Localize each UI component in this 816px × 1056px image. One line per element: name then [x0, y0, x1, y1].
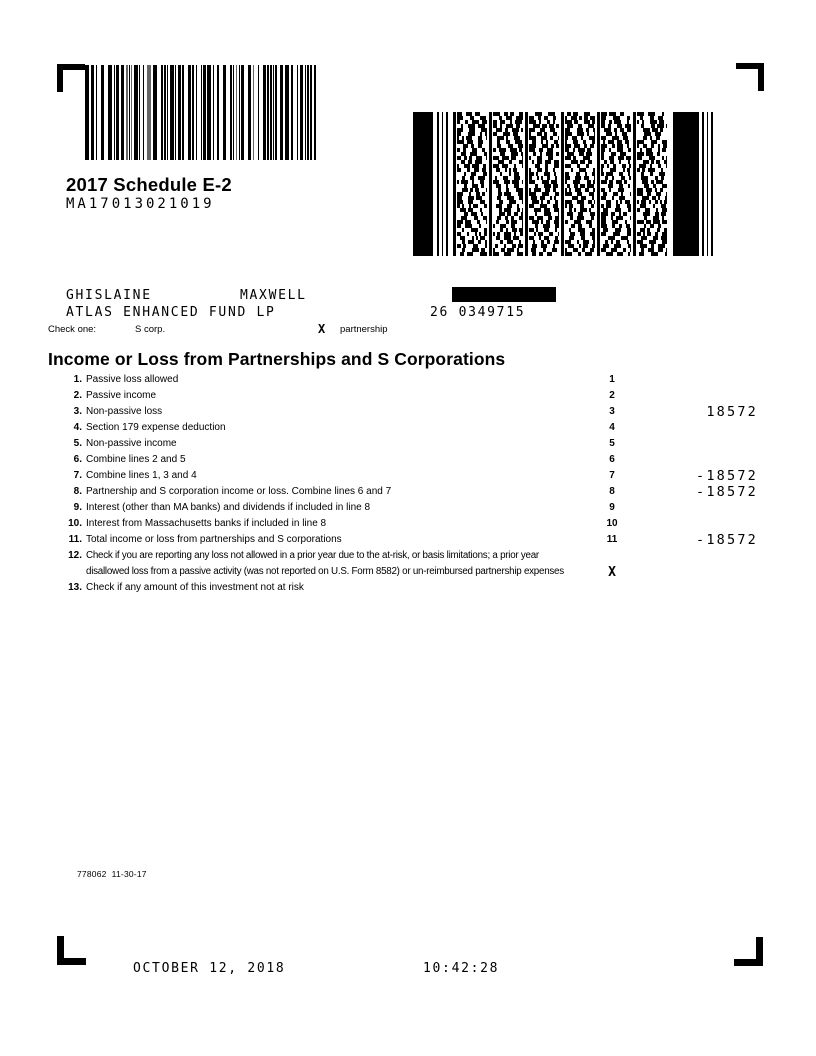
form-line — [48, 500, 768, 516]
taxpayer-first-name: GHISLAINE — [66, 288, 152, 303]
form-line — [48, 372, 768, 388]
line-number: 1. — [73, 374, 82, 385]
line-value: -18572 — [696, 484, 758, 500]
print-time: 10:42:28 — [423, 961, 500, 976]
print-date: OCTOBER 12, 2018 — [133, 961, 286, 976]
form-line — [48, 548, 768, 580]
line-number: 11. — [68, 534, 82, 545]
ein-number: 26 0349715 — [430, 305, 526, 320]
line-box-number: 4 — [609, 422, 615, 433]
line-label: Check if you are reporting any loss not allowed in a prior year due to the at-risk, or basis limitations; a prior year — [86, 550, 539, 561]
taxpayer-last-name: MAXWELL — [240, 288, 307, 303]
form-line — [48, 484, 768, 500]
line-label: Combine lines 1, 3 and 4 — [86, 470, 197, 481]
line-number: 5. — [73, 438, 82, 449]
line-number: 6. — [73, 454, 82, 465]
section-title: Income or Loss from Partnerships and S Corporations — [48, 349, 506, 369]
corner-mark-bottom-left — [57, 936, 86, 965]
line-label: Non-passive loss — [86, 406, 163, 417]
line-label: Passive income — [86, 390, 157, 401]
line-box-number: 7 — [609, 470, 615, 481]
form-line — [48, 516, 768, 532]
line-box-number: 8 — [609, 486, 615, 497]
line-label: Interest (other than MA banks) and dividends if included in line 8 — [86, 502, 371, 513]
redacted-ssn-bar — [452, 287, 556, 302]
line-label: Interest from Massachusetts banks if included in line 8 — [86, 518, 327, 529]
corner-mark-top-left — [57, 64, 85, 92]
entity-name: ATLAS ENHANCED FUND LP — [66, 305, 276, 320]
line-value: -18572 — [696, 468, 758, 484]
line-number: 3. — [73, 406, 82, 417]
line-value: 18572 — [706, 404, 758, 420]
line-number: 9. — [73, 502, 82, 513]
line-label: Combine lines 2 and 5 — [86, 454, 186, 465]
form-code: MA17013021019 — [66, 196, 215, 212]
corner-mark-bottom-right — [734, 937, 763, 966]
line-check-x: X — [608, 565, 616, 580]
form-line — [48, 580, 768, 596]
form-line — [48, 468, 768, 484]
barcode-1d — [85, 65, 318, 160]
line-number: 2. — [73, 390, 82, 401]
line-box-number: 9 — [609, 502, 615, 513]
form-line — [48, 388, 768, 404]
line-label: Check if any amount of this investment not at risk — [86, 582, 304, 593]
line-label: Passive loss allowed — [86, 374, 179, 385]
line-number: 7. — [73, 470, 82, 481]
line-box-number: 6 — [609, 454, 615, 465]
line-label-continued: disallowed loss from a passive activity (was not reported on U.S. Form 8582) or un-reimbursed partnership expenses — [86, 566, 564, 577]
line-label: Section 179 expense deduction — [86, 422, 226, 433]
s-corp-option: S corp. — [135, 324, 166, 335]
line-number: 10. — [68, 518, 82, 529]
line-value: -18572 — [696, 532, 758, 548]
check-one-label: Check one: — [48, 324, 97, 335]
barcode-2d-pdf417 — [413, 112, 715, 256]
check-one-row — [48, 322, 768, 336]
form-footnote: 778062 11-30-17 — [77, 869, 147, 879]
line-box-number: 10 — [606, 518, 618, 529]
form-line — [48, 404, 768, 420]
line-number: 8. — [73, 486, 82, 497]
form-line — [48, 436, 768, 452]
partnership-check-x: X — [318, 322, 326, 336]
line-number: 4. — [73, 422, 82, 433]
line-box-number: 1 — [609, 374, 615, 385]
line-box-number: 2 — [609, 390, 615, 401]
line-box-number: 11 — [606, 534, 618, 545]
line-box-number: 5 — [609, 438, 615, 449]
line-label: Total income or loss from partnerships and S corporations — [86, 534, 342, 545]
partnership-option: partnership — [340, 324, 388, 335]
corner-mark-top-right — [736, 63, 764, 91]
line-number: 13. — [68, 582, 82, 593]
line-box-number: 3 — [609, 406, 615, 417]
form-line — [48, 420, 768, 436]
line-label: Non-passive income — [86, 438, 177, 449]
form-line — [48, 452, 768, 468]
form-line — [48, 532, 768, 548]
form-title: 2017 Schedule E-2 — [66, 174, 232, 195]
line-label: Partnership and S corporation income or loss. Combine lines 6 and 7 — [86, 486, 392, 497]
form-lines — [48, 372, 768, 596]
line-number: 12. — [68, 550, 82, 561]
